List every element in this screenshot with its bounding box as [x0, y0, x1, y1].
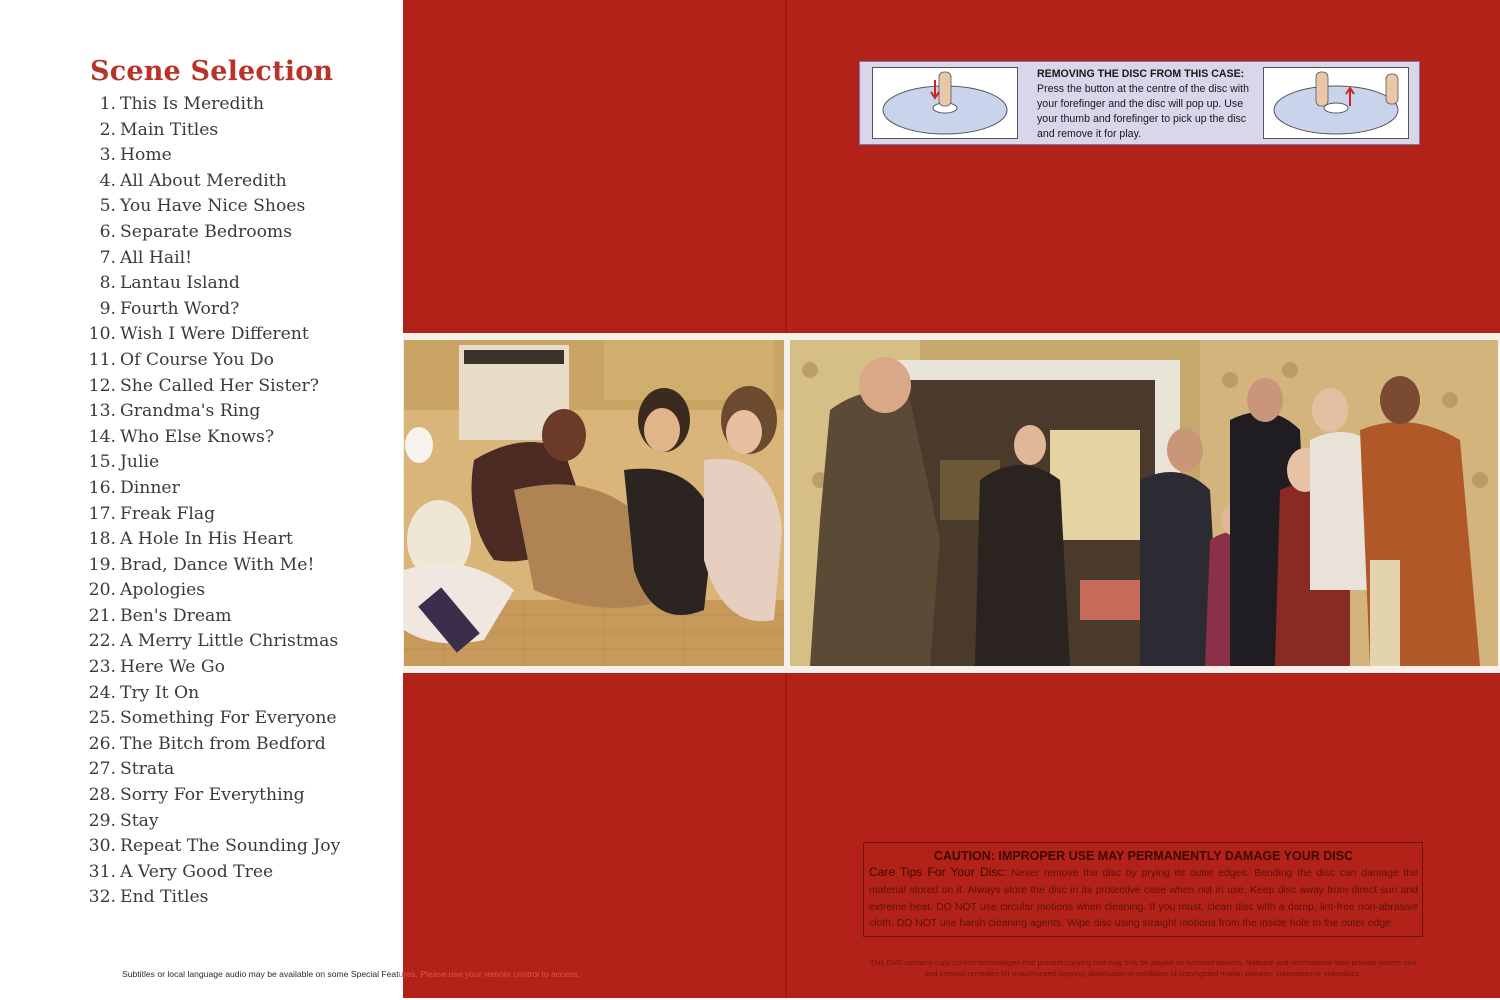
scene-title: Grandma's Ring: [120, 401, 261, 422]
scene-title: Separate Bedrooms: [120, 221, 293, 242]
scene-item: [76, 655, 340, 681]
scene-number: 25.: [88, 708, 116, 729]
scene-number: 30.: [88, 836, 116, 857]
scene-number: 16.: [88, 477, 116, 498]
scene-item: [76, 553, 340, 579]
scene-item: [76, 246, 340, 272]
scene-item: [76, 374, 340, 400]
scene-title: Lantau Island: [120, 273, 240, 294]
scene-item: [76, 297, 340, 323]
disc-lift-illustration: [1263, 67, 1409, 139]
scene-number: 5.: [99, 196, 116, 217]
scene-title: Stay: [120, 810, 159, 831]
scene-title: This Is Meredith: [120, 94, 265, 114]
disc-lift-icon: [1264, 68, 1408, 138]
scene-title: Here We Go: [120, 657, 225, 678]
scene-title: Of Course You Do: [120, 349, 275, 370]
scene-item: [76, 502, 340, 528]
scene-item: [76, 834, 340, 860]
scene-item: [76, 604, 340, 630]
scene-number: 12.: [88, 375, 116, 396]
scene-selection-panel: [0, 0, 405, 1000]
scene-title: Brad, Dance With Me!: [120, 554, 315, 575]
disc-removal-heading: REMOVING THE DISC FROM THIS CASE:: [1037, 68, 1245, 80]
scene-item: [76, 118, 340, 144]
scene-number: 7.: [99, 247, 116, 268]
scene-item: [76, 476, 340, 502]
scene-item: [76, 809, 340, 835]
caution-heading: CAUTION: IMPROPER USE MAY PERMANENTLY DAMAGE YOUR DISC: [933, 849, 1354, 863]
scene-number: 27.: [88, 759, 116, 780]
scene-title: Something For Everyone: [120, 708, 337, 729]
copyright-legal-notice: This DVD contains copy control technologies that prevent copying and may only be played on licensed devices. National and international laws provide severe civil and criminal remedies for unauthorised copying, distribution or exhibition of copyrighted motion pictures, videotapes or videodiscs.: [869, 958, 1417, 978]
scene-number: 14.: [88, 426, 116, 447]
scene-title: The Bitch from Bedford: [120, 733, 326, 754]
scene-number: 19.: [88, 554, 116, 575]
scene-item: [76, 578, 340, 604]
disc-removal-instructions: [859, 61, 1420, 145]
scene-item: [76, 860, 340, 886]
scene-number: 26.: [88, 733, 116, 754]
scene-item: [76, 194, 340, 220]
scene-title: End Titles: [120, 887, 209, 908]
photo-women-on-floor: [404, 340, 784, 666]
scene-item: [76, 425, 340, 451]
scene-title: She Called Her Sister?: [120, 375, 319, 396]
scene-number: 24.: [88, 682, 116, 703]
disc-removal-text: [1037, 67, 1257, 142]
scene-number: 10.: [88, 324, 116, 345]
scene-number: 29.: [88, 810, 116, 831]
scene-number: 20.: [88, 580, 116, 601]
scene-item: [76, 92, 340, 118]
scene-number: 1.: [99, 94, 116, 114]
caution-body: [869, 864, 1418, 933]
scene-title: Home: [120, 145, 172, 166]
scene-item: [76, 220, 340, 246]
scene-title: All Hail!: [120, 247, 193, 268]
scene-item: [76, 706, 340, 732]
scene-item: [76, 732, 340, 758]
scene-number: 15.: [88, 452, 116, 473]
photo-family-living-room: [790, 340, 1498, 666]
scene-item: [76, 757, 340, 783]
scene-number: 18.: [88, 529, 116, 550]
scene-item: [76, 348, 340, 374]
photo-women-on-floor-image: [404, 340, 784, 666]
scene-item: [76, 450, 340, 476]
scene-number: 13.: [88, 401, 116, 422]
scene-title: Main Titles: [120, 119, 219, 140]
care-tips-label: Care Tips For Your Disc:: [869, 865, 1007, 879]
scene-number: 23.: [88, 657, 116, 678]
scene-title: A Very Good Tree: [120, 861, 274, 882]
scene-number: 17.: [88, 503, 116, 524]
scene-item: [76, 783, 340, 809]
scene-item: [76, 322, 340, 348]
scene-title: Try It On: [120, 682, 200, 703]
scene-item: [76, 527, 340, 553]
scene-title: Repeat The Sounding Joy: [120, 836, 341, 857]
disc-removal-body: Press the button at the centre of the disc with your forefinger and the disc will pop up. Use your thumb and forefinger to pick up the disc and remove it for play.: [1037, 83, 1249, 140]
scene-title: Apologies: [120, 580, 206, 601]
subtitle-note: [122, 969, 580, 979]
disc-press-illustration: [872, 67, 1018, 139]
scene-number: 11.: [88, 349, 116, 370]
scene-item: [76, 629, 340, 655]
scene-item: [76, 143, 340, 169]
scene-title: You Have Nice Shoes: [120, 196, 306, 217]
scene-number: 3.: [99, 145, 116, 166]
scene-title: Who Else Knows?: [120, 426, 275, 447]
scene-title: Strata: [120, 759, 175, 780]
scene-item: [76, 885, 340, 911]
scene-number: 8.: [99, 273, 116, 294]
scene-number: 28.: [88, 785, 116, 806]
scene-number: 32.: [88, 887, 116, 908]
scene-item: [76, 169, 340, 195]
scene-title: Dinner: [120, 477, 180, 498]
scene-item: [76, 681, 340, 707]
disc-press-icon: [873, 68, 1017, 138]
scene-number: 22.: [88, 631, 116, 652]
scene-item: [76, 271, 340, 297]
scene-title: Fourth Word?: [120, 298, 240, 319]
scene-item: [76, 399, 340, 425]
scene-number: 21.: [88, 605, 116, 626]
scene-title: All About Meredith: [120, 170, 287, 191]
scene-title: Freak Flag: [120, 503, 216, 524]
care-tips-text: Never remove the disc by prying its outer edges. Bending the disc can damage the material stored on it. Always store the disc in its protective case when not in use. Keep disc away from direct sun and extreme heat. DO NOT use circular motions when cleaning. If you must, clean disc with a damp, lint-free non-abrasive cloth. DO NOT use harsh cleaning agents. Wipe disc using straight motions from the inside hole to the outer edge.: [869, 868, 1418, 930]
scene-title: Wish I Were Different: [120, 324, 309, 345]
scene-list: [76, 92, 340, 911]
scene-title: Sorry For Everything: [120, 785, 305, 806]
scene-title: Ben's Dream: [120, 605, 232, 626]
scene-number: 4.: [99, 170, 116, 191]
scene-number: 6.: [99, 221, 116, 242]
subtitle-note-part1: Subtitles or local language audio may be available on some Special Feat: [122, 969, 399, 979]
scene-number: 31.: [88, 861, 116, 882]
scene-selection-title: Scene Selection: [90, 56, 334, 87]
subtitle-note-part2: ures. Please use your remote control to access.: [398, 969, 581, 979]
scene-title: A Hole In His Heart: [120, 529, 293, 550]
scene-number: 9.: [99, 298, 116, 319]
scene-number: 2.: [99, 119, 116, 140]
caution-notice: [863, 842, 1423, 937]
photo-family-living-room-image: [790, 340, 1498, 666]
scene-title: A Merry Little Christmas: [120, 631, 339, 652]
scene-title: Julie: [120, 452, 160, 473]
